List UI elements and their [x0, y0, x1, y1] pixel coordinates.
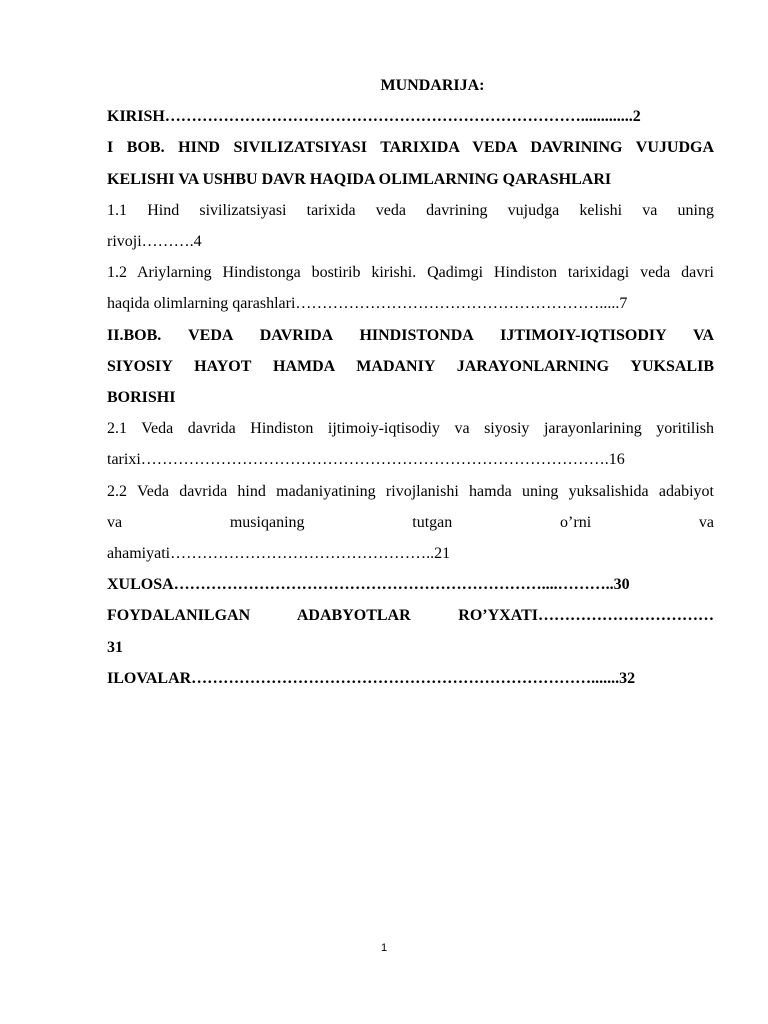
toc-entry-section-1-1 [107, 195, 714, 257]
toc-adabiyotlar-line-2: 31 [107, 638, 123, 656]
toc-section-1-1-line-1: 1.1 Hind sivilizatsiyasi tarixida veda davrining vujudga kelishi va uning [107, 201, 714, 219]
toc-section-2-2-line-3: ahamiyati…………………………………………..21 [107, 545, 451, 563]
toc-chapter-1-line-1: I BOB. HIND SIVILIZATSIYASI TARIXIDA VEDA DAVRINING VUJUDGA [107, 139, 714, 157]
toc-chapter-1-line-2: KELISHI VA USHBU DAVR HAQIDA OLIMLARNING QARASHLARI [107, 170, 612, 188]
table-of-contents [107, 70, 714, 694]
toc-entry-chapter-2 [107, 320, 714, 414]
toc-section-1-1-line-2: rivoji……….4 [107, 233, 202, 251]
toc-entry-section-2-1 [107, 413, 714, 475]
toc-section-2-1-line-2: tarixi…………………………………………………………………………….16 [107, 451, 625, 469]
toc-entry-section-2-2 [107, 476, 714, 570]
toc-entry-kirish: KIRISH…………………………………………………………………….............2 [107, 108, 641, 126]
toc-entry-xulosa: XULOSA……………………………………………………………....………..30 [107, 576, 630, 594]
toc-adabiyotlar-line-1: FOYDALANILGAN ADABYOTLAR RO’YXATI…………………………… [107, 607, 714, 625]
toc-entry-section-1-2 [107, 257, 714, 319]
toc-entry-adabiyotlar [107, 600, 714, 662]
toc-chapter-2-line-2: SIYOSIY HAYOT HAMDA MADANIY JARAYONLARNING YUKSALIB [107, 357, 714, 375]
toc-entry-ilovalar: ILOVALAR………………………………………………………………….......32 [107, 669, 636, 687]
toc-entry-chapter-1 [107, 132, 714, 194]
toc-section-2-2-line-2: va musiqaning tutgan o’rni va [107, 513, 714, 531]
toc-title: MUNDARIJA: [380, 77, 485, 94]
toc-section-1-2-line-2: haqida olimlarning qarashlari………………………………………………….....7 [107, 295, 628, 313]
toc-chapter-2-line-1: II.BOB. VEDA DAVRIDA HINDISTONDA IJTIMOIY-IQTISODIY VA [107, 326, 714, 344]
toc-section-1-2-line-1: 1.2 Ariylarning Hindistonga bostirib kirishi. Qadimgi Hindiston tarixidagi veda davri [107, 264, 714, 282]
toc-section-2-2-line-1: 2.2 Veda davrida hind madaniyatining rivojlanishi hamda uning yuksalishida adabiyot [107, 482, 714, 500]
toc-section-2-1-line-1: 2.1 Veda davrida Hindiston ijtimoiy-iqtisodiy va siyosiy jarayonlarining yoritilish [107, 420, 714, 438]
toc-chapter-2-line-3: BORISHI [107, 389, 176, 407]
page-number: 1 [380, 942, 388, 954]
